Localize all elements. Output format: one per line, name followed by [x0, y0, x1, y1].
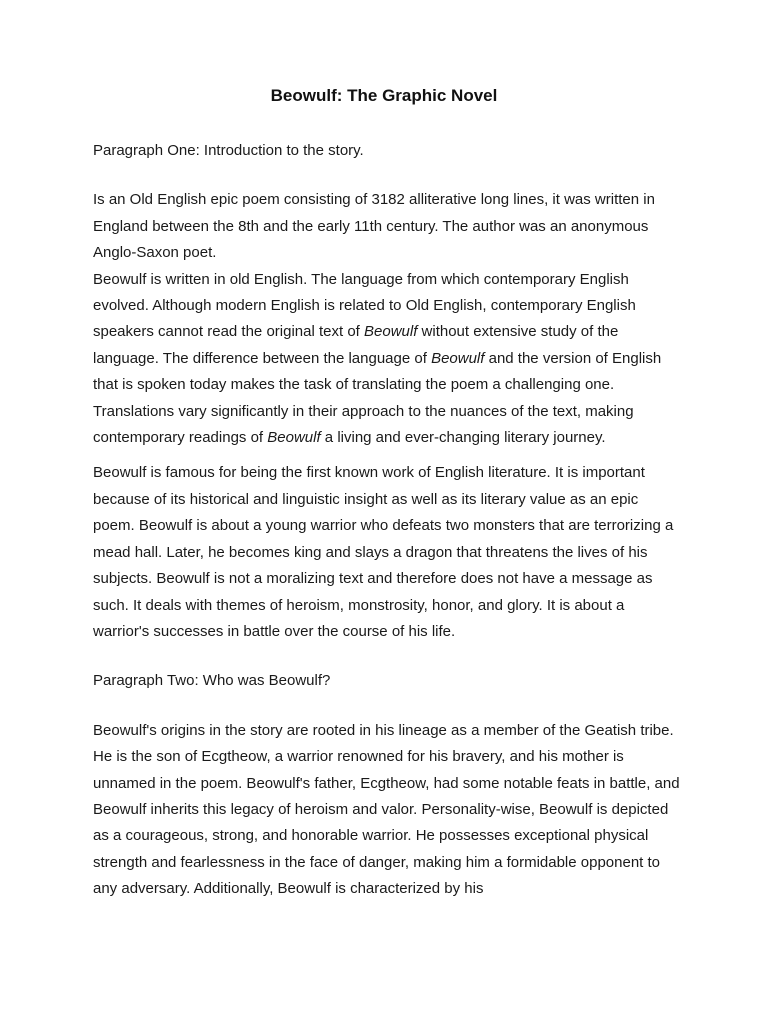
paragraph-language-text-4: a living and ever-changing literary journey.: [320, 429, 606, 447]
italic-title-2: Beowulf: [431, 349, 485, 367]
paragraph-language-text-3: and the version of English that is spoken today makes the task of translating the poem a challenging one. Translations vary significantly in their approach to the nuances of the text, making contemporary readings of: [93, 349, 662, 447]
paragraph-fame: Beowulf is famous for being the first known work of English literature. It is important because of its historical and linguistic insight as well as its literary value as an epic poem. Beowulf is about a young warrior who defeats two monsters that are terrorizing a mead hall. Later, he becomes king and slays a dragon that threatens the lives of his subjects. Beowulf is not a moralizing text and therefore does not have a message as such. It deals with themes of heroism, monstrosity, honor, and glory. It is about a warrior's successes in battle over the course of his life.: [93, 464, 674, 640]
section-heading-1: Paragraph One: Introduction to the story.: [93, 142, 364, 159]
paragraph-language: [93, 267, 683, 452]
paragraph-intro: Is an Old English epic poem consisting of 3182 alliterative long lines, it was written in England between the 8th and the early 11th century. The author was an anonymous Anglo-Saxon poet.: [93, 191, 655, 262]
paragraph-language-text-1: Beowulf is written in old English. The language from which contemporary English evolved. Although modern English is related to Old English, contemporary English speakers cannot read the original text of: [93, 270, 636, 341]
document-body: [93, 138, 683, 903]
document-title: Beowulf: The Graphic Novel: [270, 86, 498, 105]
paragraph-language-text-2: without extensive study of the language. The difference between the language of: [93, 323, 619, 367]
paragraph-origins: Beowulf's origins in the story are rooted in his lineage as a member of the Geatish tribe. He is the son of Ecgtheow, a warrior renowned for his bravery, and his mother is unnamed in the poem. Beowulf's father, Ecgtheow, had some notable feats in battle, and Beowulf inherits this legacy of heroism and valor. Personality-wise, Beowulf is depicted as a courageous, strong, and honorable warrior. He possesses exceptional physical strength and fearlessness in the face of danger, making him a formidable opponent to any adversary. Additionally, Beowulf is characterized by his: [93, 721, 680, 898]
italic-title-1: Beowulf: [364, 323, 418, 341]
italic-title-3: Beowulf: [267, 429, 321, 447]
section-heading-2: Paragraph Two: Who was Beowulf?: [93, 672, 331, 690]
